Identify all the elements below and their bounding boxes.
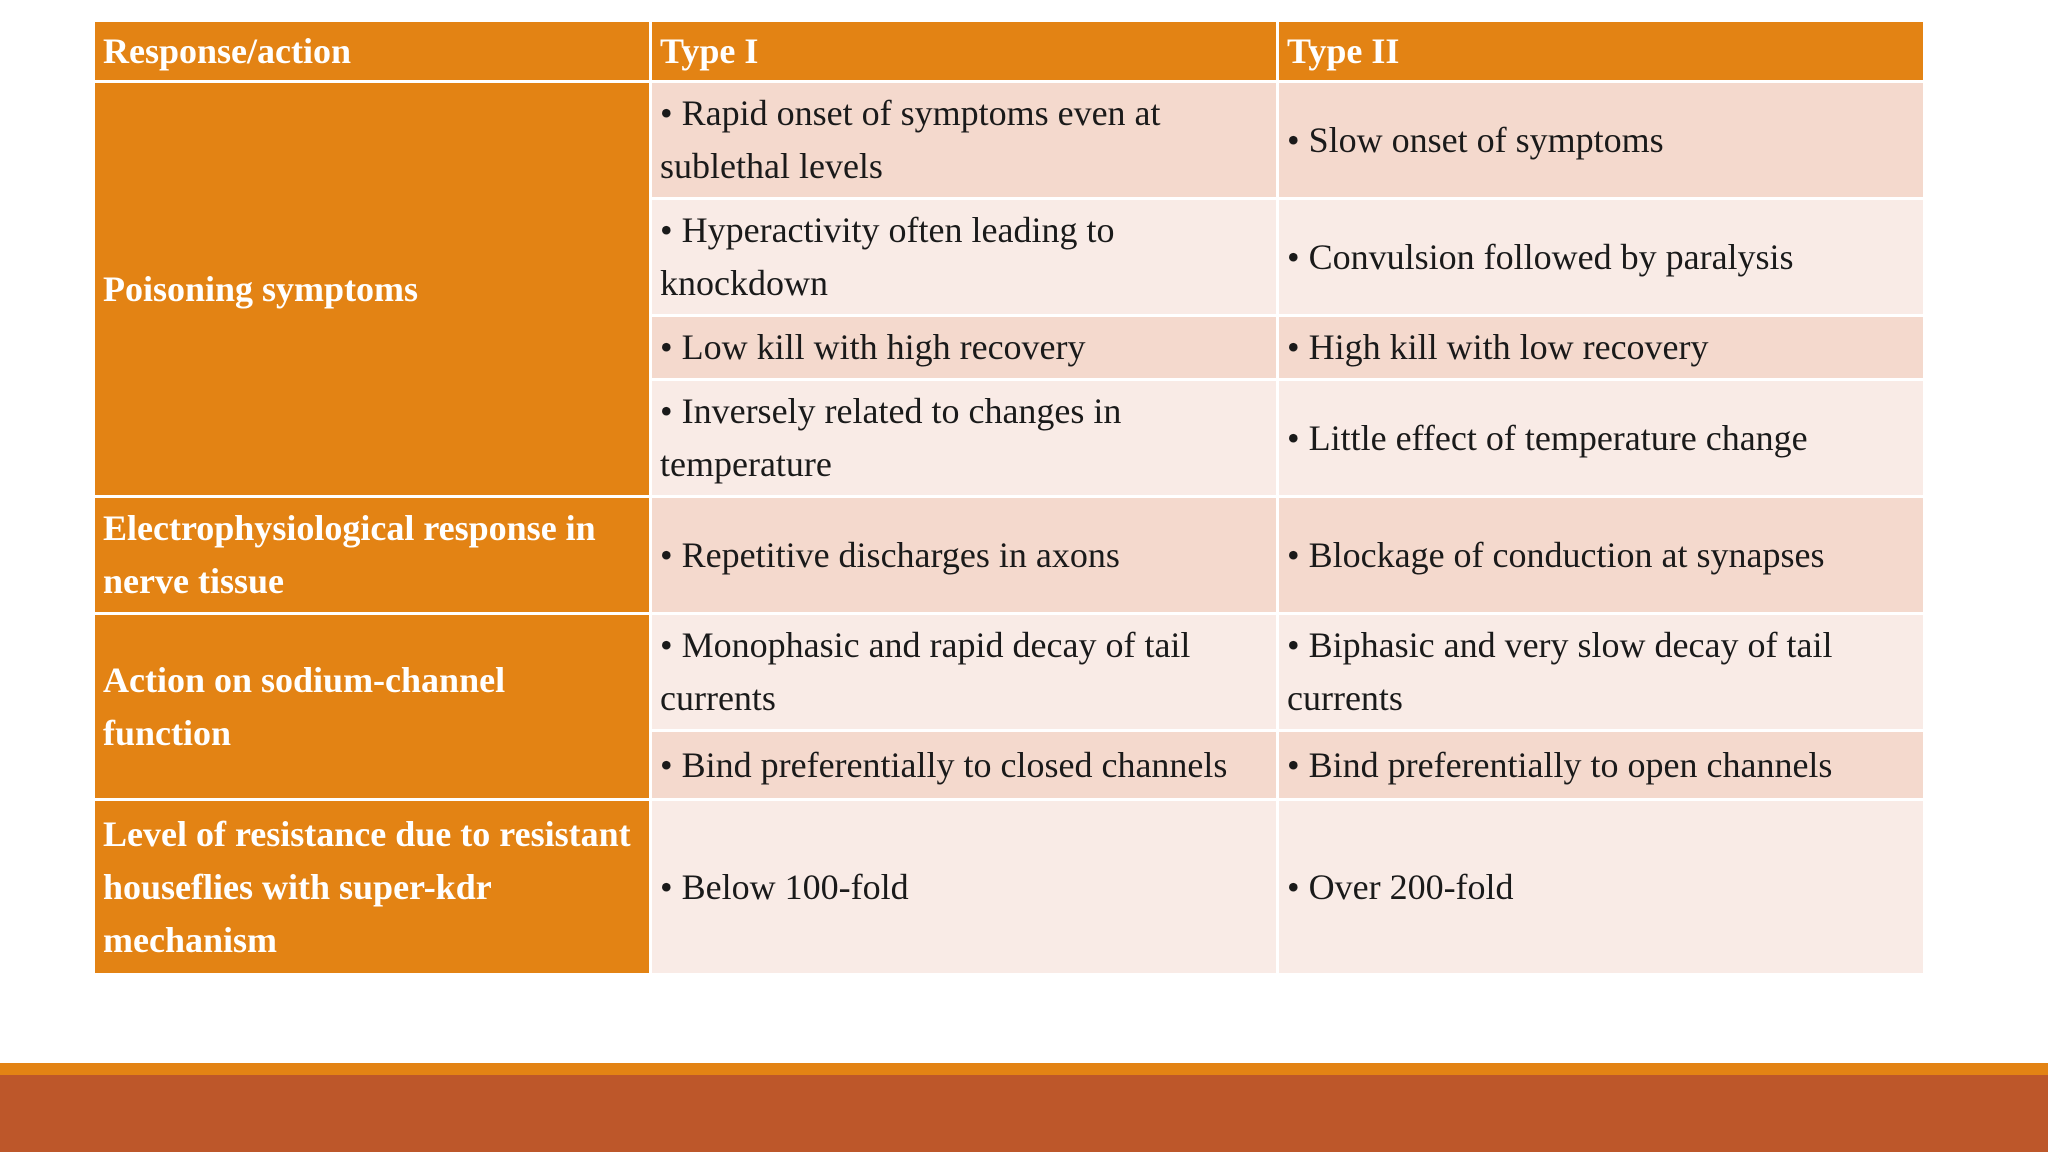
header-type-ii: Type II xyxy=(1279,22,1923,80)
type-ii-cell: • Little effect of temperature change xyxy=(1279,381,1923,495)
type-ii-cell: • Over 200-fold xyxy=(1279,801,1923,973)
type-i-cell: • Monophasic and rapid decay of tail currents xyxy=(652,615,1276,729)
table-row xyxy=(95,83,1923,197)
type-ii-cell: • Slow onset of symptoms xyxy=(1279,83,1923,197)
row-label-level-of-resistance: Level of resistance due to resistant houseflies with super-kdr mechanism xyxy=(95,801,649,973)
type-ii-cell: • Biphasic and very slow decay of tail currents xyxy=(1279,615,1923,729)
table-row xyxy=(95,801,1923,973)
type-i-cell: • Below 100-fold xyxy=(652,801,1276,973)
type-i-cell: • Inversely related to changes in temperature xyxy=(652,381,1276,495)
type-i-cell: • Hyperactivity often leading to knockdown xyxy=(652,200,1276,314)
table-row xyxy=(95,615,1923,729)
comparison-table-container xyxy=(95,22,1923,973)
header-response-action: Response/action xyxy=(95,22,649,80)
row-label-sodium-channel-function: Action on sodium-channel function xyxy=(95,615,649,798)
table-row xyxy=(95,498,1923,612)
type-i-cell: • Rapid onset of symptoms even at sublethal levels xyxy=(652,83,1276,197)
footer-accent-stripe xyxy=(0,1063,2048,1075)
table-header-row xyxy=(95,22,1923,80)
footer-bar xyxy=(0,1075,2048,1152)
row-label-electrophysiological-response: Electrophysiological response in nerve tissue xyxy=(95,498,649,612)
header-type-i: Type I xyxy=(652,22,1276,80)
type-ii-cell: • Convulsion followed by paralysis xyxy=(1279,200,1923,314)
type-i-cell: • Repetitive discharges in axons xyxy=(652,498,1276,612)
type-ii-cell: • Bind preferentially to open channels xyxy=(1279,732,1923,798)
type-ii-cell: • High kill with low recovery xyxy=(1279,317,1923,378)
row-label-poisoning-symptoms: Poisoning symptoms xyxy=(95,83,649,495)
type-ii-cell: • Blockage of conduction at synapses xyxy=(1279,498,1923,612)
type-i-cell: • Bind preferentially to closed channels xyxy=(652,732,1276,798)
type-i-cell: • Low kill with high recovery xyxy=(652,317,1276,378)
comparison-table xyxy=(92,19,1926,976)
